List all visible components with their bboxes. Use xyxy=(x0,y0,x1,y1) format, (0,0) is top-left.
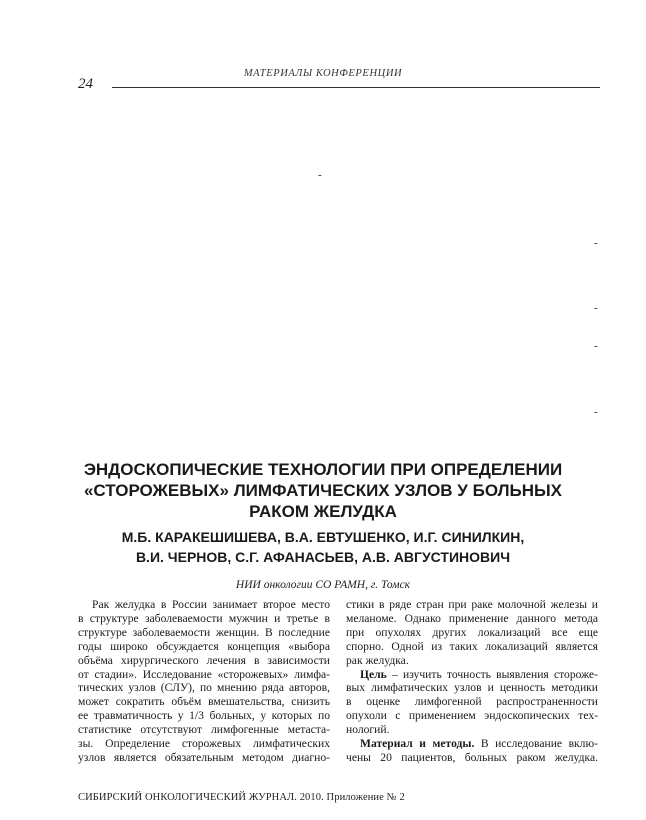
aim-label: Цель xyxy=(360,667,387,681)
article-title xyxy=(60,459,586,522)
running-title: МАТЕРИАЛЫ КОНФЕРЕНЦИИ xyxy=(243,68,403,79)
methods-line xyxy=(346,737,598,751)
title-line: «СТОРОЖЕВЫХ» ЛИМФАТИЧЕСКИХ УЗЛОВ У БОЛЬНЫХ xyxy=(83,481,563,500)
body-line: вых лимфатических узлов и ценность методики xyxy=(346,681,598,695)
body-line: зы. Определение сторожевых лимфатических xyxy=(78,737,330,751)
journal-footer: СИБИРСКИЙ ОНКОЛОГИЧЕСКИЙ ЖУРНАЛ. 2010. Приложение № 2 xyxy=(78,792,405,803)
stray-mark: - xyxy=(594,302,598,314)
aim-text: – изучить точность выявления стороже- xyxy=(386,667,598,681)
body-line: спорно. Одной из таких локализаций является xyxy=(346,639,598,653)
author-line: М.Б. КАРАКЕШИШЕВА, В.А. ЕВТУШЕНКО, И.Г. СИНИЛКИН, xyxy=(121,529,525,545)
author-list xyxy=(60,527,586,567)
methods-text: В исследование вклю- xyxy=(474,737,598,751)
stray-mark: - xyxy=(594,406,598,418)
body-line: стики в ряде стран при раке молочной железы и xyxy=(346,598,598,611)
aim-line xyxy=(346,668,598,682)
stray-mark: - xyxy=(594,237,598,249)
stray-mark: - xyxy=(318,169,322,181)
affiliation: НИИ онкологии СО РАМН, г. Томск xyxy=(235,579,411,591)
body-line: меланоме. Однако применение данного метода xyxy=(346,611,598,625)
body-line: нологий. xyxy=(346,723,390,737)
body-line: Рак желудка в России занимает второе место xyxy=(92,598,330,611)
title-line: РАКОМ ЖЕЛУДКА xyxy=(249,502,397,521)
title-line: ЭНДОСКОПИЧЕСКИЕ ТЕХНОЛОГИИ ПРИ ОПРЕДЕЛЕНИИ xyxy=(83,460,563,479)
methods-label: Материал и методы. xyxy=(360,737,475,751)
author-line: В.И. ЧЕРНОВ, С.Г. АФАНАСЬЕВ, А.В. АВГУСТИНОВИЧ xyxy=(135,549,511,565)
body-line: тических узлов (СЛУ), по мнению ряда авторов, xyxy=(78,681,330,695)
header-rule xyxy=(112,87,600,88)
body-line: статистике отсутствуют лимфогенные метаста- xyxy=(78,723,330,737)
body-line: ее травматичность у 1/3 больных, у которых по xyxy=(78,709,330,723)
body-line: может сократить объём вмешательства, снизить xyxy=(78,695,330,709)
right-column xyxy=(346,598,598,765)
body-line: в оценке лимфогенной распространенности xyxy=(346,695,598,709)
body-line: объёма хирургического лечения в зависимости xyxy=(78,653,330,667)
left-column xyxy=(78,598,330,765)
body-line: узлов является обязательным методом диагно- xyxy=(78,750,330,764)
body-line: годы широко обсуждается концепция «выбора xyxy=(78,639,330,653)
body-line: при опухолях других локализаций все еще xyxy=(346,625,598,639)
page-number: 24 xyxy=(78,76,93,92)
stray-mark: - xyxy=(594,340,598,352)
body-line: чены 20 пациентов, больных раком желудка. xyxy=(346,750,598,764)
body-line: структуре заболеваемости женщин. В последние xyxy=(78,625,330,639)
body-line: в структуре заболеваемости мужчин и третье в xyxy=(78,611,330,625)
body-line: опухоли с применением эндоскопических тех- xyxy=(346,709,598,723)
body-line: от стадии». Исследование «сторожевых» лимфа- xyxy=(78,667,330,681)
body-line: рак желудка. xyxy=(346,653,409,667)
